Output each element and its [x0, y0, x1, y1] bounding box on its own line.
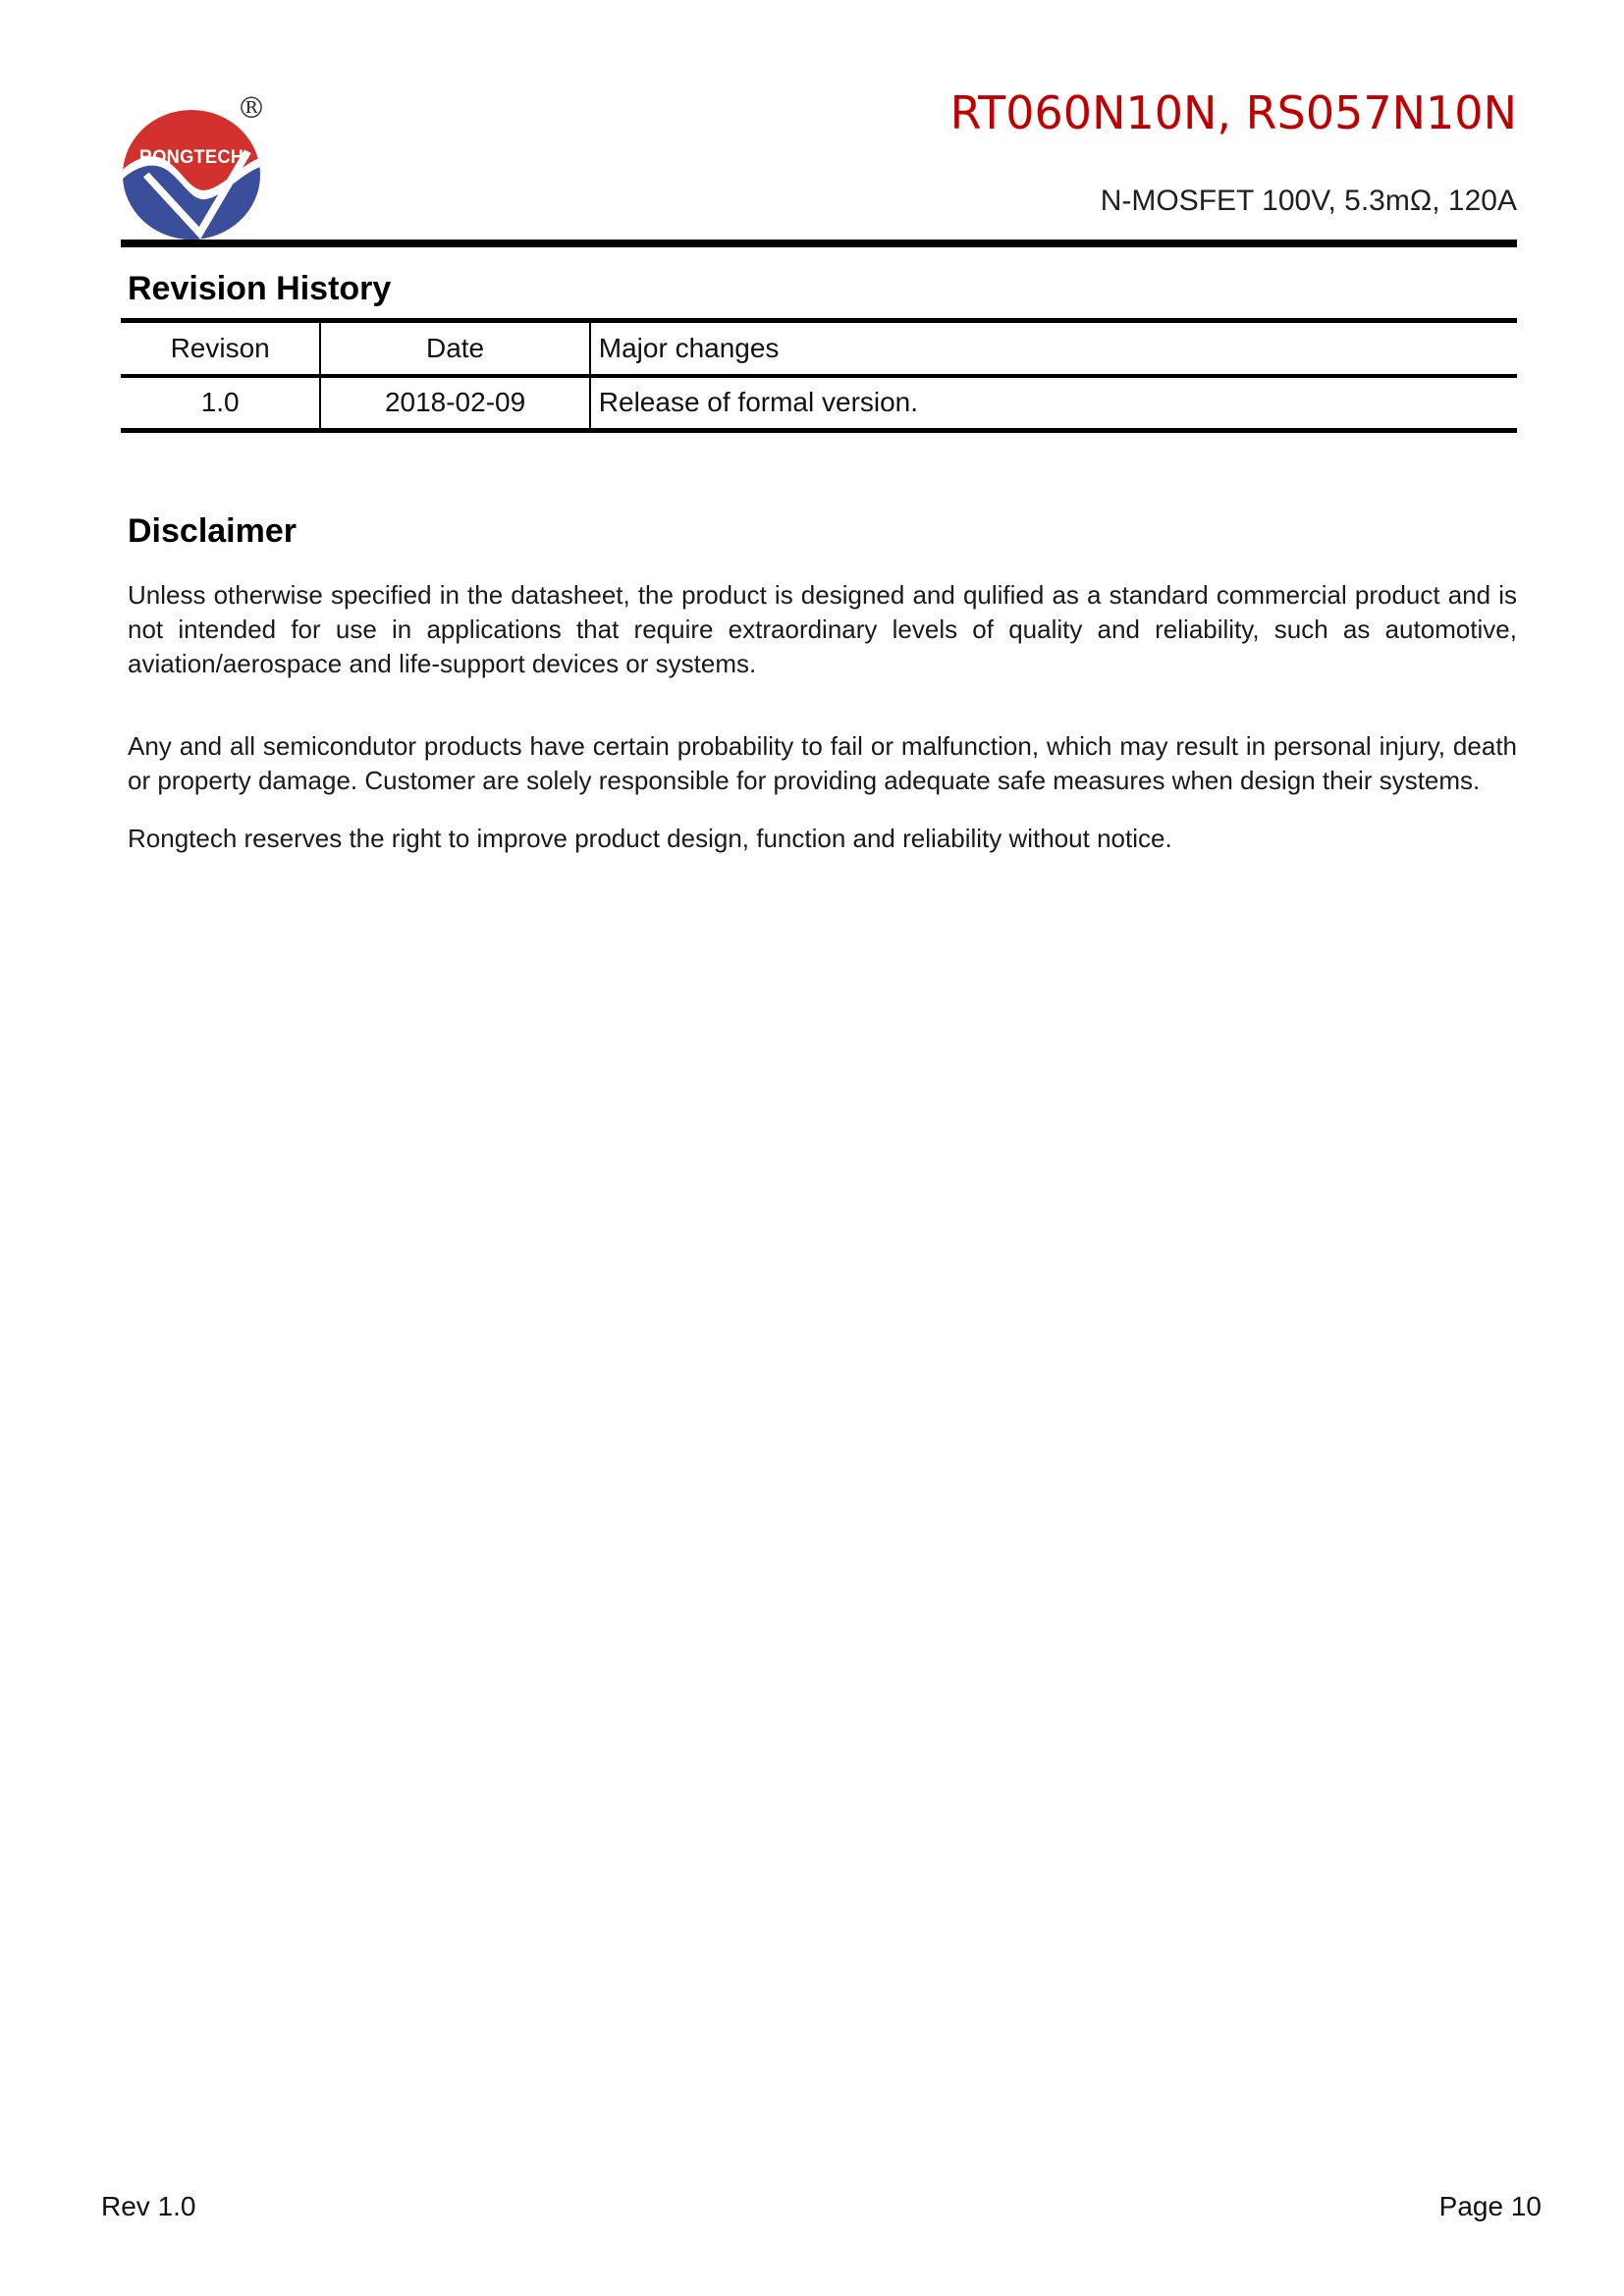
cell-date-value: 2018-02-09	[320, 376, 589, 431]
column-header-revison: Revison	[170, 332, 270, 363]
column-header-major-changes: Major changes	[590, 321, 1517, 376]
disclaimer-paragraph-1: Unless otherwise specified in the datasheet, the product is designed and qulified as a standard commercial product and is not intended for use in applications that require extraordinary levels of quality and reliability, such as automotive, aviation/aerospace and life-support devices or systems.	[128, 580, 1517, 678]
disclaimer-paragraph-3: Rongtech reserves the right to improve product design, function and reliability without notice.	[128, 824, 1172, 853]
footer-revision-label: Rev 1.0	[101, 2191, 196, 2221]
registered-trademark-icon: ®	[237, 91, 266, 126]
column-header-date: Date	[320, 321, 589, 376]
logo-brand-text: RONGTECH	[138, 146, 244, 168]
footer-page-number: Page 10	[1438, 2191, 1542, 2221]
revision-history-section	[121, 271, 1517, 433]
rongtech-logo	[123, 91, 266, 240]
part-numbers-title: RT060N10N, RS057N10N	[949, 86, 1517, 139]
disclaimer-paragraph-2: Any and all semicondutor products have certain probability to fail or malfunction, which may result in personal injury, death or property damage. Customer are solely responsible for providing adequate safe measures when design their systems.	[128, 731, 1517, 795]
table-row	[121, 376, 1517, 431]
cell-revision-value: 1.0	[200, 387, 240, 418]
revision-history-heading: Revision History	[128, 270, 392, 307]
table-header-row	[121, 321, 1517, 376]
header-divider	[121, 240, 1517, 247]
device-summary-subtitle: N-MOSFET 100V, 5.3mΩ, 120A	[1100, 185, 1517, 217]
disclaimer-heading: Disclaimer	[128, 512, 297, 550]
revision-history-table	[121, 318, 1517, 433]
cell-major-changes-value: Release of formal version.	[590, 376, 1517, 431]
page-header	[121, 0, 1517, 240]
disclaimer-section	[121, 513, 1517, 856]
rongtech-logo-icon	[123, 110, 260, 240]
